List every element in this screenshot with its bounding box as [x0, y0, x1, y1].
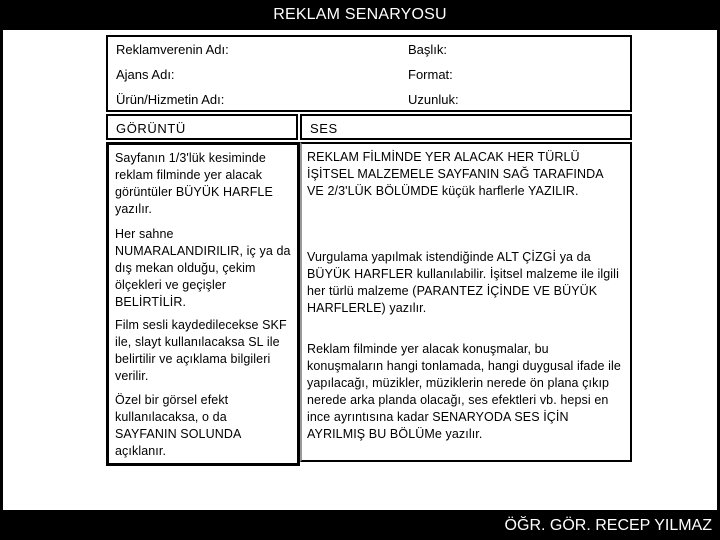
header-row-advertiser: [116, 42, 448, 57]
agency-label: Ajans Adı:: [116, 67, 175, 82]
audio-paragraph: Reklam filminde yer alacak konuşmalar, bu konuşmaların hangi tonlamada, hangi duygusal ifade ile yapılacağı, müzikler, müziklerin nerede ön plana çıkıp nerede arka planda olacağı, ses efektleri vb. hepsi en ince ayrıntısına kadar SENARYODA SES İÇİN AYRILMIŞ BU BÖLÜMe yazılır.: [307, 342, 621, 441]
product-label: Ürün/Hizmetin Adı:: [116, 92, 225, 107]
audio-paragraph: Vurgulama yapılmak istendiğinde ALT ÇİZGİ ya da BÜYÜK HARFLER kullanılabilir. İşitsel malzeme ile ilgili her türlü malzeme (PARANTEZ İÇİNDE VE BÜYÜK HARFLERLE) yazılır.: [307, 250, 619, 315]
header-row-agency: [116, 67, 453, 82]
visual-column-header: GÖRÜNTÜ: [106, 114, 298, 140]
footer-author: ÖĞR. GÖR. RECEP YILMAZ: [504, 517, 712, 534]
visual-paragraph: Her sahne NUMARALANDIRILIR, iç ya da dış mekan olduğu, çekim ölçekleri ve geçişler BELİRTİLİR.: [115, 227, 291, 309]
header-row-product: [116, 92, 459, 107]
header-info-box: [106, 35, 632, 112]
advertiser-label: Reklamverenin Adı:: [116, 42, 229, 57]
length-label: Uzunluk:: [408, 92, 459, 107]
audio-column-header: SES: [300, 114, 632, 140]
audio-paragraph: REKLAM FİLMİNDE YER ALACAK HER TÜRLÜ İŞİTSEL MALZEMELE SAYFANIN SAĞ TARAFINDA VE 2/3'LÜK BÖLÜMDE küçük harflerle YAZILIR.: [307, 150, 603, 198]
format-label: Format:: [408, 67, 453, 82]
visual-column-box: [106, 142, 300, 466]
slide-title: REKLAM SENARYOSU: [273, 6, 447, 23]
visual-paragraph: Sayfanın 1/3'lük kesiminde reklam filminde yer alacak görüntüler BÜYÜK HARFLE yazılır.: [115, 151, 273, 216]
visual-paragraph: Film sesli kaydedilecekse SKF ile, slayt kullanılacaksa SL ile belirtilir ve açıklama bilgileri verilir.: [115, 318, 287, 383]
title-label: Başlık:: [408, 42, 448, 57]
audio-column-box: [300, 142, 632, 462]
visual-paragraph: Özel bir görsel efekt kullanılacaksa, o da SAYFANIN SOLUNDA açıklanır.: [115, 393, 241, 458]
